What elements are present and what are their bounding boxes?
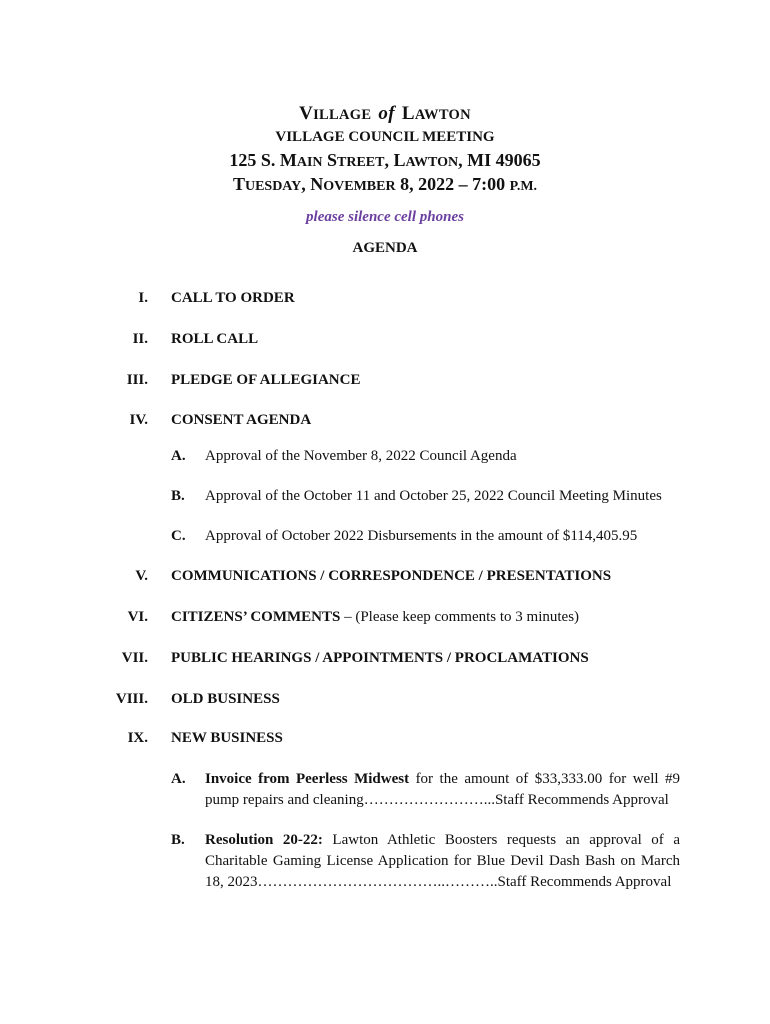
sub-item-line bbox=[205, 769, 680, 790]
meeting-address bbox=[0, 150, 770, 171]
item-number: IX. bbox=[127, 730, 148, 746]
item-title-consent-agenda: CONSENT AGENDA bbox=[171, 412, 312, 428]
item-number: IV. bbox=[129, 412, 148, 428]
sub-item-bold-lead: Resolution 20-22: bbox=[205, 832, 323, 848]
sub-item-letter: A. bbox=[171, 448, 186, 464]
address-part: , L bbox=[384, 150, 406, 170]
meeting-title: VILLAGE COUNCIL MEETING bbox=[275, 129, 495, 145]
item-title-pledge: PLEDGE OF ALLEGIANCE bbox=[171, 372, 361, 388]
date-part: P.M. bbox=[509, 179, 538, 194]
sub-item-letter: B. bbox=[171, 832, 185, 848]
sub-item-bold-lead: Invoice from Peerless Midwest bbox=[205, 771, 410, 787]
address-part: TREET bbox=[337, 155, 385, 170]
item-number: VII. bbox=[121, 650, 148, 666]
item-number: I. bbox=[138, 290, 148, 306]
address-part: , MI 49065 bbox=[458, 150, 541, 170]
title-village-initial: V bbox=[299, 103, 314, 124]
item-number: VIII. bbox=[115, 691, 148, 707]
item-title-public-hearings: PUBLIC HEARINGS / APPOINTMENTS / PROCLAMATIONS bbox=[171, 650, 589, 666]
item-number: V. bbox=[135, 568, 148, 584]
date-part: OVEMBER bbox=[323, 179, 396, 194]
sub-item-line: pump repairs and cleaning……………………...Staff Recommends Approval bbox=[205, 792, 669, 808]
address-part: S bbox=[322, 150, 338, 170]
sub-item-line: 18, 2023………………………………..………..Staff Recommends Approval bbox=[205, 874, 672, 890]
agenda-heading: AGENDA bbox=[352, 240, 418, 256]
title-of: of bbox=[378, 103, 395, 124]
item-title-new-business: NEW BUSINESS bbox=[171, 730, 283, 746]
item-title-call-to-order: CALL TO ORDER bbox=[171, 290, 295, 306]
sub-item-letter: B. bbox=[171, 488, 185, 504]
item-title-roll-call: ROLL CALL bbox=[171, 331, 259, 347]
date-part: , N bbox=[301, 174, 324, 194]
address-part: 125 S. M bbox=[229, 150, 297, 170]
citizens-comments-note: – (Please keep comments to 3 minutes) bbox=[340, 609, 580, 625]
meeting-date bbox=[0, 174, 770, 195]
item-number: VI. bbox=[127, 609, 148, 625]
village-title bbox=[0, 103, 770, 125]
sub-item-line: Charitable Gaming License Application for Blue Devil Dash Bash on March bbox=[205, 853, 680, 869]
address-part: AIN bbox=[296, 155, 323, 170]
sub-item-text: Approval of the November 8, 2022 Council Agenda bbox=[205, 448, 517, 464]
sub-item-letter: C. bbox=[171, 528, 186, 544]
date-part: T bbox=[232, 174, 245, 194]
sub-item-line bbox=[205, 830, 680, 851]
sub-item-line-rest: Lawton Athletic Boosters requests an approval of a bbox=[322, 832, 680, 848]
sub-item-text: Approval of the October 11 and October 25, 2022 Council Meeting Minutes bbox=[205, 488, 662, 504]
title-lawton-initial: L bbox=[401, 103, 415, 124]
sub-item-text: Approval of October 2022 Disbursements in the amount of $114,405.95 bbox=[205, 528, 638, 544]
citizens-comments-title: CITIZENS’ COMMENTS bbox=[171, 609, 341, 625]
sub-item-letter: A. bbox=[171, 771, 186, 787]
title-lawton-rest: AWTON bbox=[414, 107, 471, 123]
date-part: UESDAY bbox=[244, 179, 302, 194]
address-part: AWTON bbox=[405, 155, 459, 170]
date-part: 8, 2022 – 7:00 bbox=[395, 174, 510, 194]
title-village-rest: ILLAGE bbox=[313, 107, 372, 123]
item-title-communications: COMMUNICATIONS / CORRESPONDENCE / PRESENTATIONS bbox=[171, 568, 612, 584]
silence-phones-notice: please silence cell phones bbox=[306, 209, 464, 225]
sub-item-line-rest: for the amount of $33,333.00 for well #9 bbox=[409, 771, 680, 787]
sub-item-invoice-peerless bbox=[205, 769, 680, 811]
item-number: II. bbox=[132, 331, 148, 347]
item-title-old-business: OLD BUSINESS bbox=[171, 691, 280, 707]
sub-item-resolution-20-22 bbox=[205, 830, 680, 893]
item-title-citizens-comments bbox=[171, 609, 579, 626]
item-number: III. bbox=[126, 372, 148, 388]
